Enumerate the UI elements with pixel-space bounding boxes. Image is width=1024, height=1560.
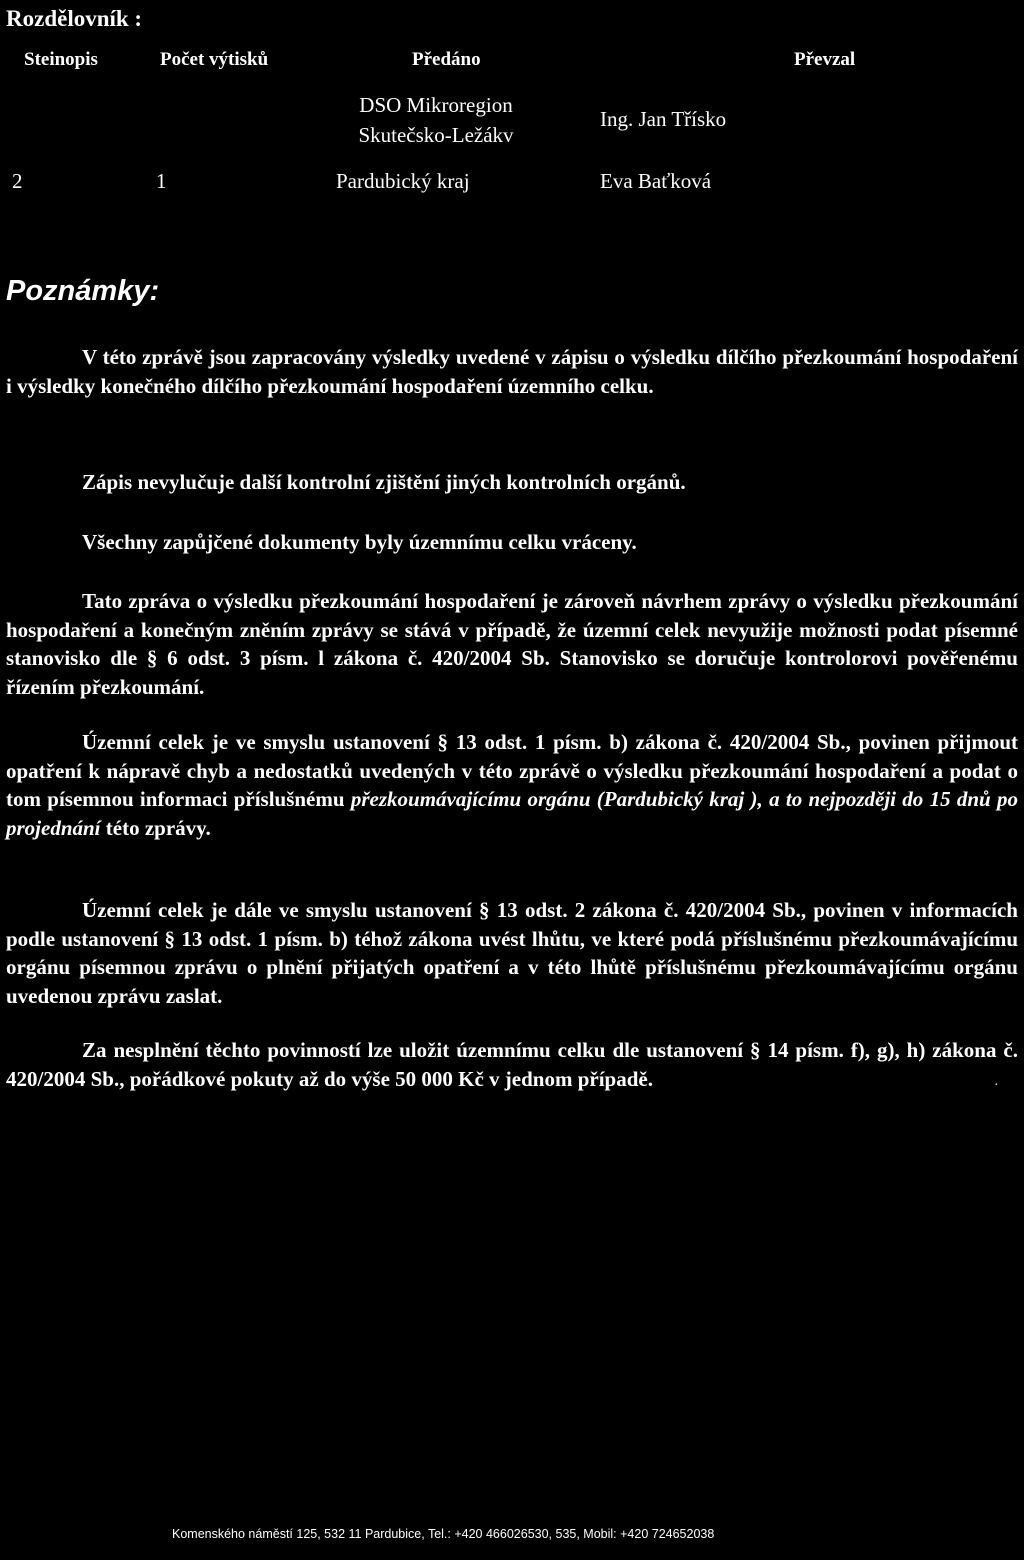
table-cell-pocet: 1 bbox=[156, 169, 167, 193]
note-text: V této zprávě jsou zapracovány výsledky uvedené v zápisu o výsledku dílčího přezkoumání hospodaření i výsledky konečného dílčího přezkoumání hospodaření územního celku. bbox=[6, 345, 1018, 398]
table-cell-steinopis: 2 bbox=[12, 169, 23, 193]
note-text: Tato zpráva o výsledku přezkoumání hospodaření je zároveň návrhem zprávy o výsledku přezkoumání hospodaření a konečným zněním zprávy se stává v případě, že územní celek nevyužije možnosti podat písemné stanovisko dle § 6 odst. 3 písm. l zákona č. 420/2004 Sb. Stanovisko se doručuje kontrolorovi pověřenému řízením přezkoumání. bbox=[6, 589, 1018, 699]
note-text: Všechny zapůjčené dokumenty byly územnímu celku vráceny. bbox=[82, 530, 637, 554]
note-paragraph bbox=[6, 587, 1018, 701]
distribution-title: Rozdělovník : bbox=[6, 6, 143, 31]
table-cell-predano: Pardubický kraj bbox=[336, 169, 470, 193]
footer-contact: Komenského náměstí 125, 532 11 Pardubice, Tel.: +420 466026530, 535, Mobil: +420 724652038 bbox=[172, 1527, 715, 1541]
note-paragraph bbox=[6, 468, 1018, 497]
notes-title: Poznámky: bbox=[6, 275, 160, 307]
column-header-steinopis: Steinopis bbox=[24, 49, 98, 70]
column-header-pocet-vytisku: Počet výtisků bbox=[160, 49, 269, 70]
note-text: Územní celek je dále ve smyslu ustanovení § 13 odst. 2 zákona č. 420/2004 Sb., povinen v informacích podle ustanovení § 13 odst. 1 písm. b) téhož zákona uvést lhůtu, ve které podá příslušnému přezkoumávajícímu orgánu písemnou zprávu o plnění přijatých opatření a v této lhůtě příslušnému přezkoumávajícímu orgánu uvedenou zprávu zaslat. bbox=[6, 898, 1018, 1008]
table-cell-predano: DSO Mikroregion Skutečsko-Ležákv bbox=[358, 93, 514, 147]
note-text: Územní celek je ve smyslu ustanovení § 13 odst. 1 písm. b) zákona č. 420/2004 Sb., povinen přijmout opatření k nápravě chyb a nedostatků uvedených v této zprávě o výsledku přezkoumání hospodaření a podat o tom písemnou informaci příslušnému bbox=[6, 730, 1018, 811]
note-paragraph bbox=[6, 1036, 1018, 1093]
note-paragraph bbox=[6, 728, 1018, 842]
note-text: této zprávy. bbox=[100, 815, 211, 840]
table-cell-prevzal: Eva Baťková bbox=[600, 169, 712, 193]
note-text: Za nesplnění těchto povinností lze uložit územnímu celku dle ustanovení § 14 písm. f), g), h) zákona č. 420/2004 Sb., pořádkové pokuty až do výše 50 000 Kč v jednom případě. bbox=[6, 1038, 1018, 1091]
column-header-predano: Předáno bbox=[412, 49, 481, 70]
note-paragraph bbox=[6, 528, 1018, 557]
table-cell-prevzal: Ing. Jan Třísko bbox=[600, 107, 727, 131]
note-paragraph bbox=[6, 343, 1018, 400]
stray-dot-mark: · bbox=[994, 1078, 999, 1093]
note-text-italic: přezkoumávajícímu orgánu (Pardubický kraj ), a to nejpozději do 15 dnů po projednání bbox=[6, 787, 1019, 840]
note-text: Zápis nevylučuje další kontrolní zjištění jiných kontrolních orgánů. bbox=[82, 470, 686, 494]
column-header-prevzal: Převzal bbox=[794, 49, 856, 70]
note-paragraph bbox=[6, 896, 1018, 1010]
